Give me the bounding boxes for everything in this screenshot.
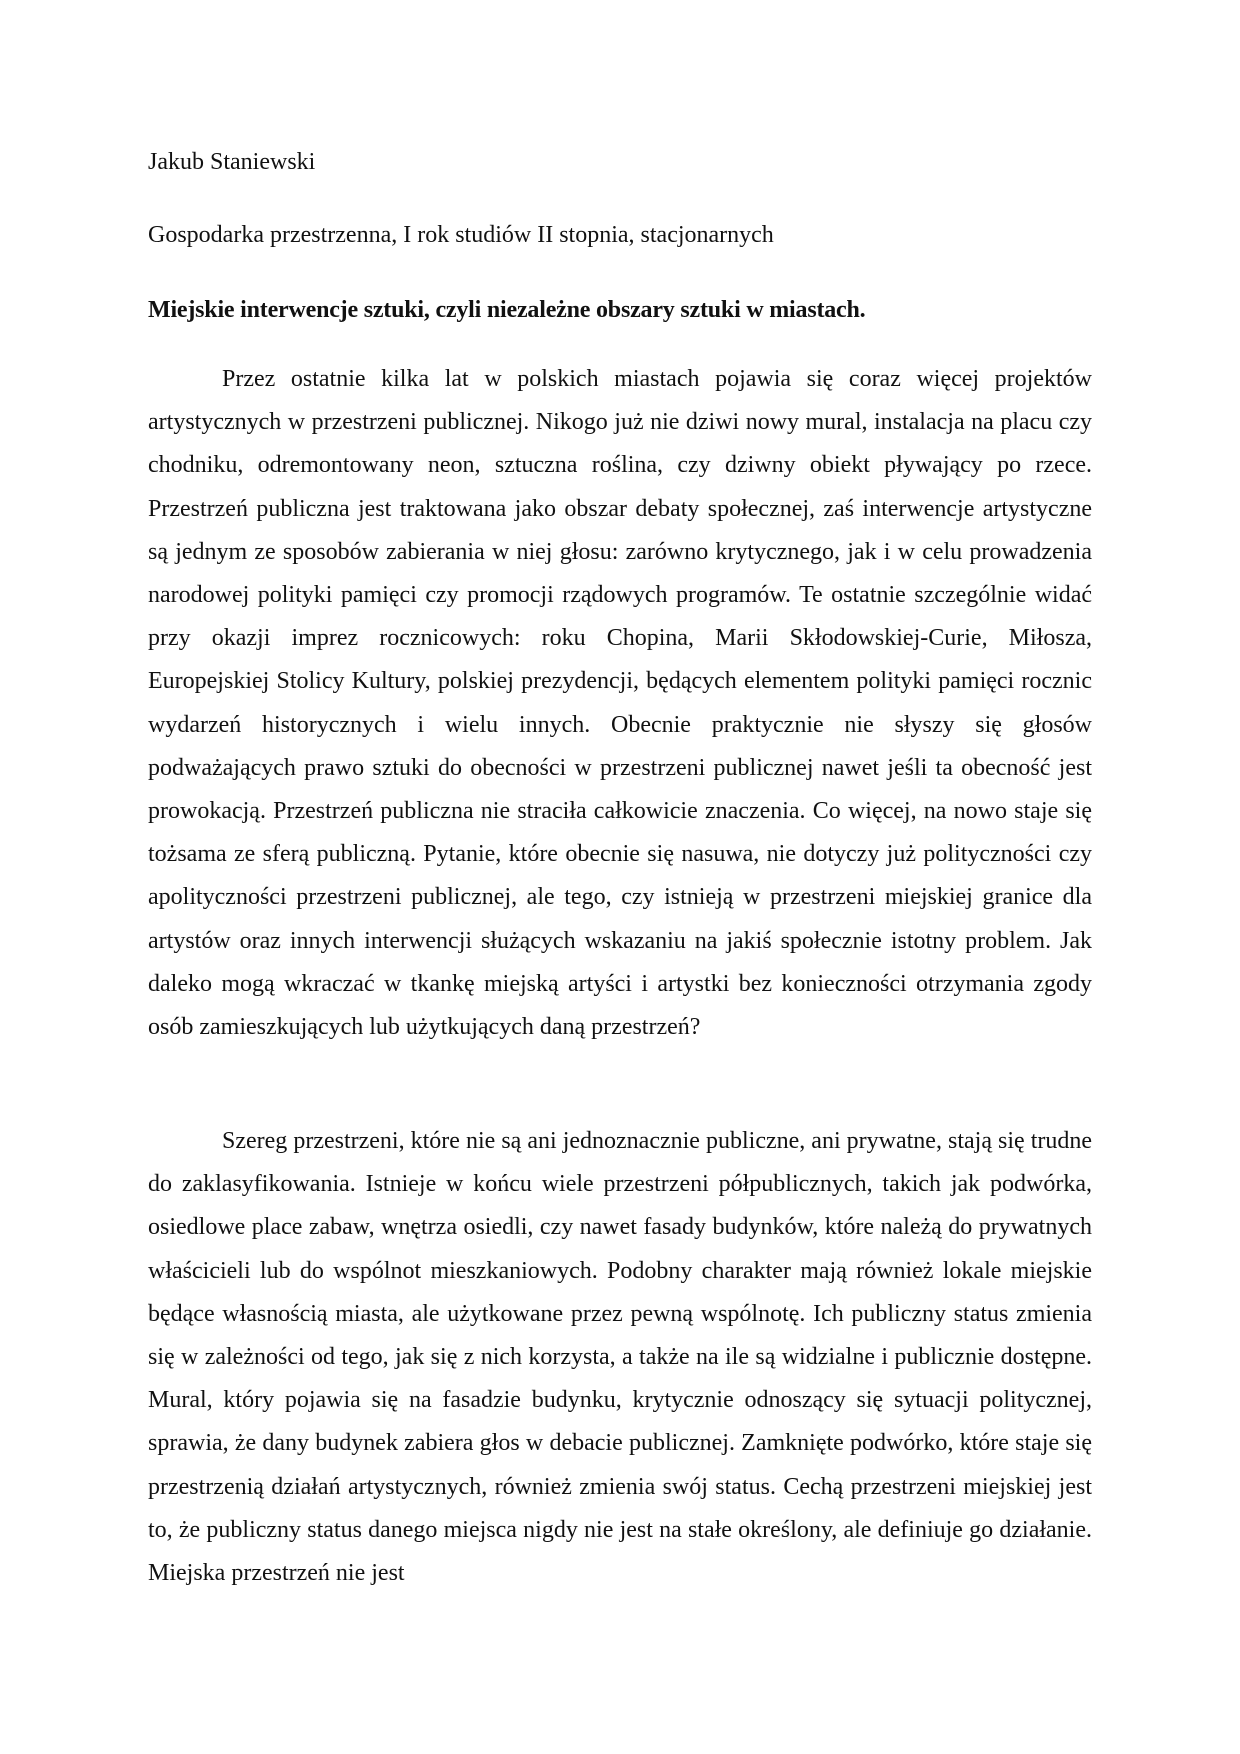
paragraph: Szereg przestrzeni, które nie są ani jednoznacznie publiczne, ani prywatne, stają się trudne do zaklasyfikowania. Istnieje w końcu wiele przestrzeni półpublicznych, takich jak podwórka, osiedlowe place zabaw, wnętrza osiedli, czy nawet fasady budynków, które należą do prywatnych właścicieli lub do wspólnot mieszkaniowych. Podobny charakter mają również lokale miejskie będące własnością miasta, ale użytkowane przez pewną wspólnotę. Ich publiczny status zmienia się w zależności od tego, jak się z nich korzysta, a także na ile są widzialne i publicznie dostępne. Mural, który pojawia się na fasadzie budynku, krytycznie odnoszący się sytuacji politycznej, sprawia, że dany budynek zabiera głos w debacie publicznej. Zamknięte podwórko, które staje się przestrzenią działań artystycznych, również zmienia swój status. Cechą przestrzeni miejskiej jest to, że publiczny status danego miejsca nigdy nie jest na stałe określony, ale definiuje go działanie. Miejska przestrzeń nie jest: [148, 1128, 1092, 1587]
essay-title: Miejskie interwencje sztuki, czyli niezależne obszary sztuki w miastach.: [148, 297, 866, 323]
paragraph: Przez ostatnie kilka lat w polskich miastach pojawia się coraz więcej projektów artystycznych w przestrzeni publicznej. Nikogo już nie dziwi nowy mural, instalacja na placu czy chodniku, odremontowany neon, sztuczna roślina, czy dziwny obiekt pływający po rzece. Przestrzeń publiczna jest traktowana jako obszar debaty społecznej, zaś interwencje artystyczne są jednym ze sposobów zabierania w niej głosu: zarówno krytycznego, jak i w celu prowadzenia narodowej polityki pamięci czy promocji rządowych programów. Te ostatnie szczególnie widać przy okazji imprez rocznicowych: roku Chopina, Marii Skłodowskiej-Curie, Miłosza, Europejskiej Stolicy Kultury, polskiej prezydencji, będących elementem polityki pamięci rocznic wydarzeń historycznych i wielu innych. Obecnie praktycznie nie słyszy się głosów podważających prawo sztuki do obecności w przestrzeni publicznej nawet jeśli ta obecność jest prowokacją. Przestrzeń publiczna nie straciła całkowicie znaczenia. Co więcej, na nowo staje się tożsama ze sferą publiczną. Pytanie, które obecnie się nasuwa, nie dotyczy już polityczności czy apolityczności przestrzeni publicznej, ale tego, czy istnieją w przestrzeni miejskiej granice dla artystów oraz innych interwencji służących wskazaniu na jakiś społecznie istotny problem. Jak daleko mogą wkraczać w tkankę miejską artyści i artystki bez konieczności otrzymania zgody osób zamieszkujących lub użytkujących daną przestrzeń?: [148, 366, 1092, 1041]
author-name: Jakub Staniewski: [148, 149, 316, 175]
course-info: Gospodarka przestrzenna, I rok studiów II stopnia, stacjonarnych: [148, 222, 774, 248]
